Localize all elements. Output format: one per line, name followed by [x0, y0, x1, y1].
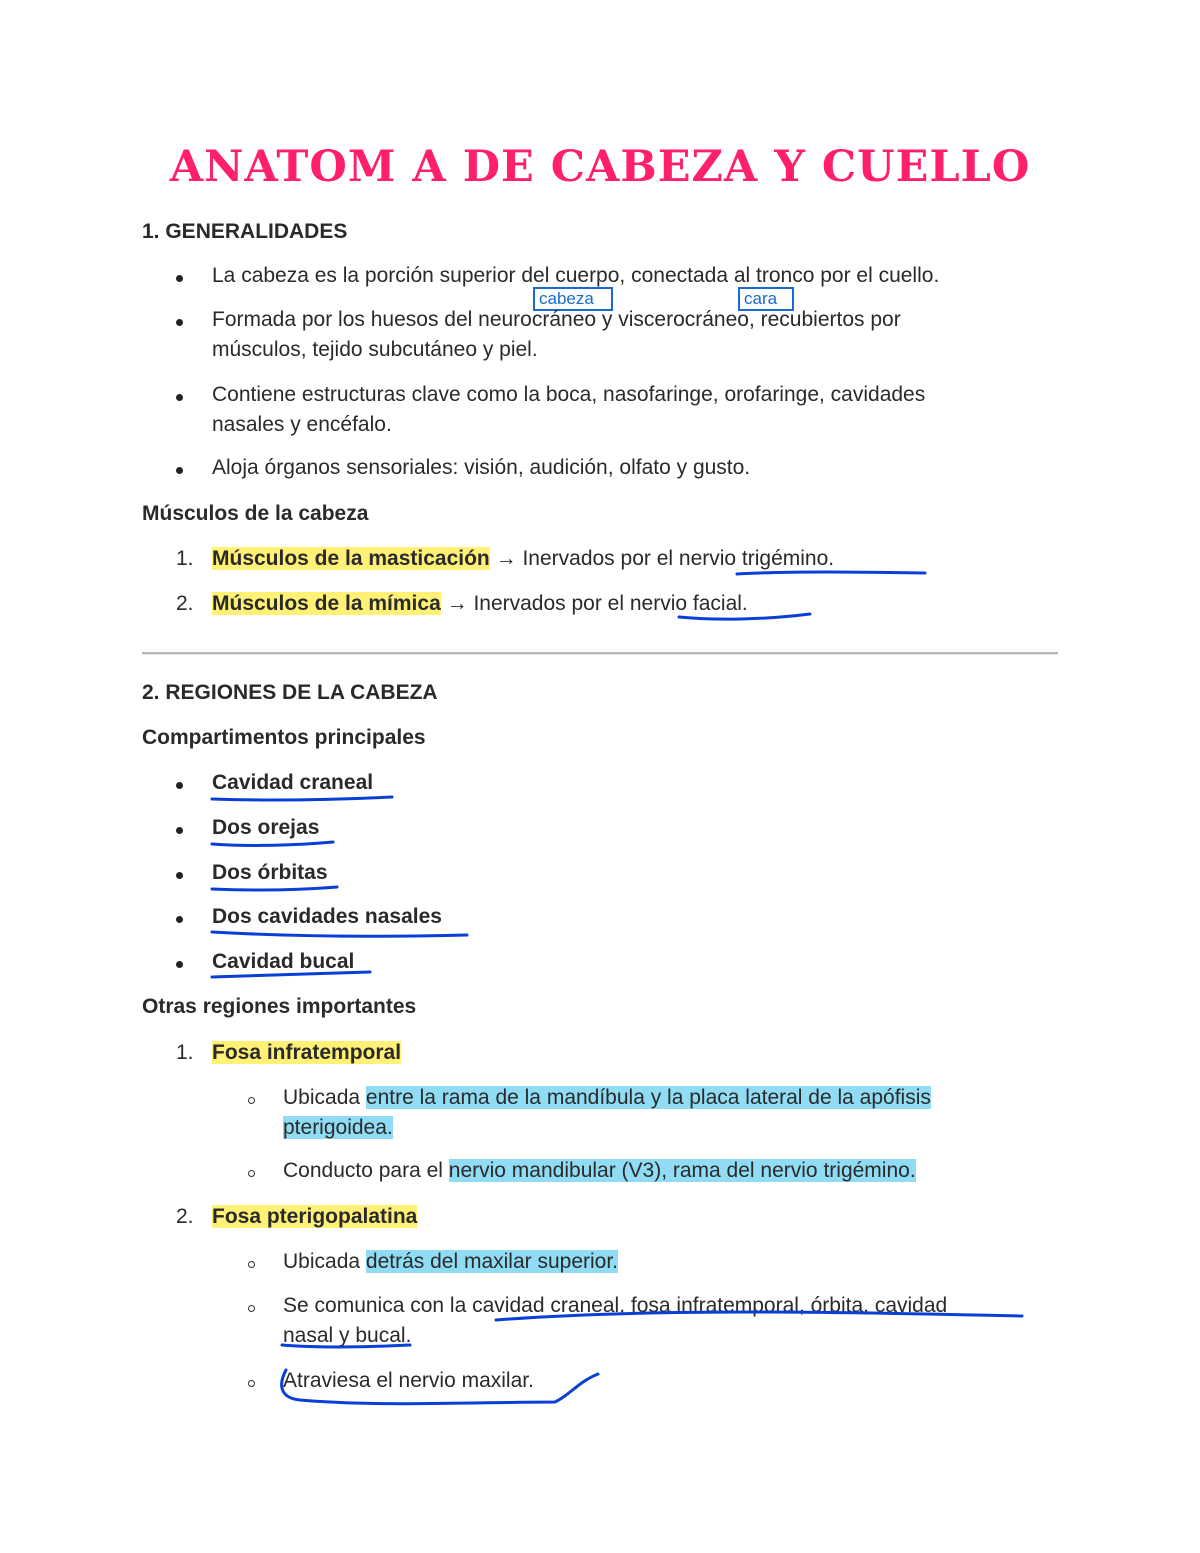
text-span: Ubicada: [283, 1250, 366, 1273]
text-span: Se comunica con la: [283, 1294, 473, 1317]
bullet-icon: [176, 467, 183, 474]
horizontal-divider: [142, 652, 1058, 654]
sub-item-text: [283, 1086, 931, 1110]
document-title: ANATOM A DE CABEZA Y CUELLO: [169, 142, 1031, 192]
list-number: 1.: [176, 1041, 194, 1064]
ink-underline: [212, 842, 333, 845]
circle-bullet-icon: [248, 1097, 255, 1104]
compartment-item: Cavidad craneal: [212, 771, 374, 794]
bullet-text-continued: músculos, tejido subcutáneo y piel.: [212, 338, 538, 361]
circle-bullet-icon: [248, 1170, 255, 1177]
list-item-mimica: [212, 592, 748, 616]
bullet-icon: [176, 872, 183, 879]
list-item-text: Inervados por el: [473, 592, 630, 615]
bullet-text: La cabeza es la porción superior del cuerpo, conectada al tronco por el cuello.: [212, 264, 940, 287]
compartment-item: Cavidad bucal: [212, 950, 355, 973]
sub-item-text: Atraviesa el nervio maxilar.: [283, 1369, 534, 1392]
bullet-icon: [176, 961, 183, 968]
highlighted-term: Músculos de la mímica: [212, 592, 441, 615]
ink-underline: [212, 797, 392, 800]
ink-underline: [737, 572, 925, 574]
text-span: Conducto para el: [283, 1159, 449, 1182]
highlighted-text: nervio mandibular (V3), rama del nervio trigémino.: [448, 1159, 916, 1182]
highlighted-term: Fosa infratemporal: [212, 1041, 402, 1064]
bullet-icon: [176, 827, 183, 834]
highlighted-text: detrás del maxilar superior.: [365, 1250, 619, 1273]
sub-item-text-continued: nasal y bucal.: [283, 1324, 412, 1347]
bullet-text: Aloja órganos sensoriales: visión, audición, olfato y gusto.: [212, 456, 751, 479]
list-item-masticacion: [212, 547, 834, 571]
nerve-term: nervio trigémino.: [678, 547, 835, 570]
circle-bullet-icon: [248, 1305, 255, 1312]
bullet-icon: [176, 394, 183, 401]
bullet-text: Contiene estructuras clave como la boca, nasofaringe, orofaringe, cavidades: [212, 383, 926, 406]
ink-underline: [212, 932, 467, 936]
sub-item-text-continued: [283, 1116, 393, 1140]
sub-item-text: [283, 1294, 947, 1318]
text-span: cavidad craneal, fosa infratemporal, órbita, cavidad: [472, 1294, 948, 1317]
list-number: 2.: [176, 1205, 194, 1228]
bullet-icon: [176, 916, 183, 923]
list-number: 1.: [176, 547, 194, 570]
highlighted-text: entre la rama de la mandíbula y la placa lateral de la apófisis: [365, 1086, 931, 1109]
highlighted-term: Fosa pterigopalatina: [212, 1205, 418, 1228]
highlighted-term: Músculos de la masticación: [212, 547, 490, 570]
bullet-text-continued: nasales y encéfalo.: [212, 413, 392, 436]
bullet-icon: [176, 782, 183, 789]
compartment-item: Dos cavidades nasales: [212, 905, 442, 928]
subheading-compartimentos: Compartimentos principales: [142, 726, 426, 749]
fosa-pterigopalatina-heading: [212, 1205, 417, 1229]
sub-item-text: [283, 1159, 916, 1183]
circle-bullet-icon: [248, 1261, 255, 1268]
text-span: Ubicada: [283, 1086, 366, 1109]
sub-item-text: [283, 1250, 618, 1274]
fosa-infratemporal-heading: [212, 1041, 401, 1065]
subheading-otras-regiones: Otras regiones importantes: [142, 995, 417, 1018]
bullet-icon: [176, 319, 183, 326]
comment-note-cara[interactable]: cara: [738, 287, 794, 311]
nerve-term: nervio facial.: [629, 592, 748, 615]
section-heading-regiones: 2. REGIONES DE LA CABEZA: [142, 681, 438, 704]
comment-note-cabeza[interactable]: cabeza: [533, 287, 613, 311]
compartment-item: Dos orejas: [212, 816, 320, 839]
arrow-icon: →: [446, 592, 468, 615]
list-item-text: Inervados por el: [522, 547, 679, 570]
circle-bullet-icon: [248, 1380, 255, 1387]
section-heading-generalidades: 1. GENERALIDADES: [142, 220, 348, 243]
arrow-icon: →: [495, 547, 517, 570]
list-number: 2.: [176, 592, 194, 615]
subheading-musculos: Músculos de la cabeza: [142, 502, 369, 525]
ink-underline: [212, 887, 337, 890]
highlighted-text: pterigoidea.: [283, 1116, 393, 1139]
compartment-item: Dos órbitas: [212, 861, 328, 884]
bullet-text: Formada por los huesos del neurocráneo y viscerocráneo, recubiertos por: [212, 308, 901, 331]
bullet-icon: [176, 275, 183, 282]
